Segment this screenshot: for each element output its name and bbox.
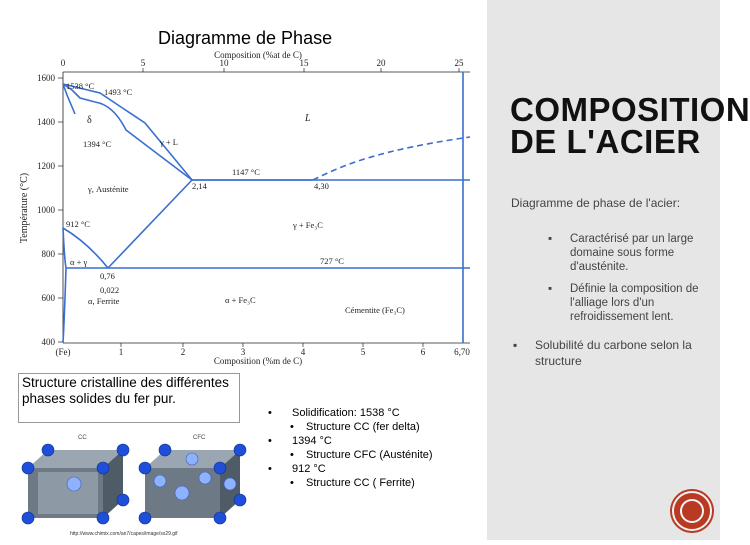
slide-title: Diagramme de Phase [158,28,333,48]
label-L: L [305,113,311,124]
ferrite-solvus [63,268,66,343]
bottom-tick: 4 [300,347,306,357]
label-c430: 4,30 [314,181,329,191]
label-t1147: 1147 °C [232,167,260,177]
bottom-tick: 1 [118,347,124,357]
sidebar-intro: Diagramme de phase de l'acier: [511,196,681,210]
phase-diagram [0,50,490,370]
label-alpha-fe3c: α + Fe₃C [225,295,256,305]
y-tick: 1200 [37,161,55,171]
sidebar-bullet: ▪ Caractérisé par un large domaine sous forme d'austénite. [548,233,694,273]
solidification-list [268,406,498,490]
label-c214: 2,14 [192,181,207,191]
list-item: • 1394 °C [268,435,332,447]
label-t727: 727 °C [320,256,344,266]
bottom-tick: (Fe) [55,347,71,357]
y-tick: 1600 [37,73,55,83]
cfc-cube [139,444,246,524]
y-tick: 600 [41,293,55,303]
image-source-url: http://www.chimix.com/an7/capes/image/ss29.gif [70,531,178,537]
label-t912: 912 °C [66,219,90,229]
label-t1493: 1493 °C [104,87,133,97]
sidebar-bullet: ▪ Solubilité du carbone selon la structure [513,338,692,368]
bottom-tick: 3 [240,347,246,357]
list-item: • Solidification: 1538 °C [268,407,400,419]
label-delta: δ [87,115,92,126]
liquidus-line [63,84,313,180]
top-tick: 5 [140,58,146,68]
label-cementite: Cémentite (Fe₃C) [345,305,405,315]
label-gamma-l: γ + L [160,137,178,147]
top-tick: 0 [60,58,66,68]
top-tick: 15 [299,58,309,68]
bottom-tick: 5 [360,347,366,357]
label-t1394: 1394 °C [83,139,112,149]
label-cfc: CFC [193,435,206,441]
bottom-tick: 6 [420,347,426,357]
label-c076: 0,76 [100,271,115,281]
label-gamma-fe3c: γ + Fe₃C [293,220,323,230]
y-tick: 1000 [37,205,55,215]
label-t1538: 1538 °C [66,81,95,91]
list-subitem: • Structure CFC (Austénite) [290,449,433,461]
list-subitem: • Structure CC ( Ferrite) [290,477,415,489]
label-austenite: γ, Austénite [88,184,129,194]
y-tick: 1400 [37,117,55,127]
label-c0022: 0,022 [100,285,120,295]
sidebar-bullet: ▪ Définie la composition de l'alliage lors d'un refroidissement lent. [548,283,699,323]
bottom-tick: 2 [180,347,186,357]
peritectic-line [72,90,95,102]
cc-cube [22,444,129,524]
decorative-ring-inner [680,499,704,523]
y-axis-label: Température (°C) [19,172,30,244]
sidebar-title: COMPOSITION DE L'ACIER [510,91,750,160]
bottom-axis-label: Composition (%m de C) [213,356,303,366]
top-tick: 20 [376,58,386,68]
y-tick: 400 [41,337,55,347]
bottom-tick: 6,70 [454,347,470,357]
top-tick: 10 [219,58,229,68]
label-alpha-gamma: α + γ [70,257,88,267]
alpha-boundary [63,228,66,268]
crystal-caption: Structure cristalline des différentes phases solides du fer pur. [18,373,240,423]
list-item: • 912 °C [268,463,326,475]
cementite-liquidus-dashed [313,137,470,180]
list-subitem: • Structure CC (fer delta) [290,421,420,433]
top-axis-label: Composition (%at de C) [214,50,302,60]
top-tick: 25 [454,58,464,68]
label-cc: CC [78,435,87,441]
label-ferrite: α, Ferrite [88,296,120,306]
y-tick: 800 [41,249,55,259]
